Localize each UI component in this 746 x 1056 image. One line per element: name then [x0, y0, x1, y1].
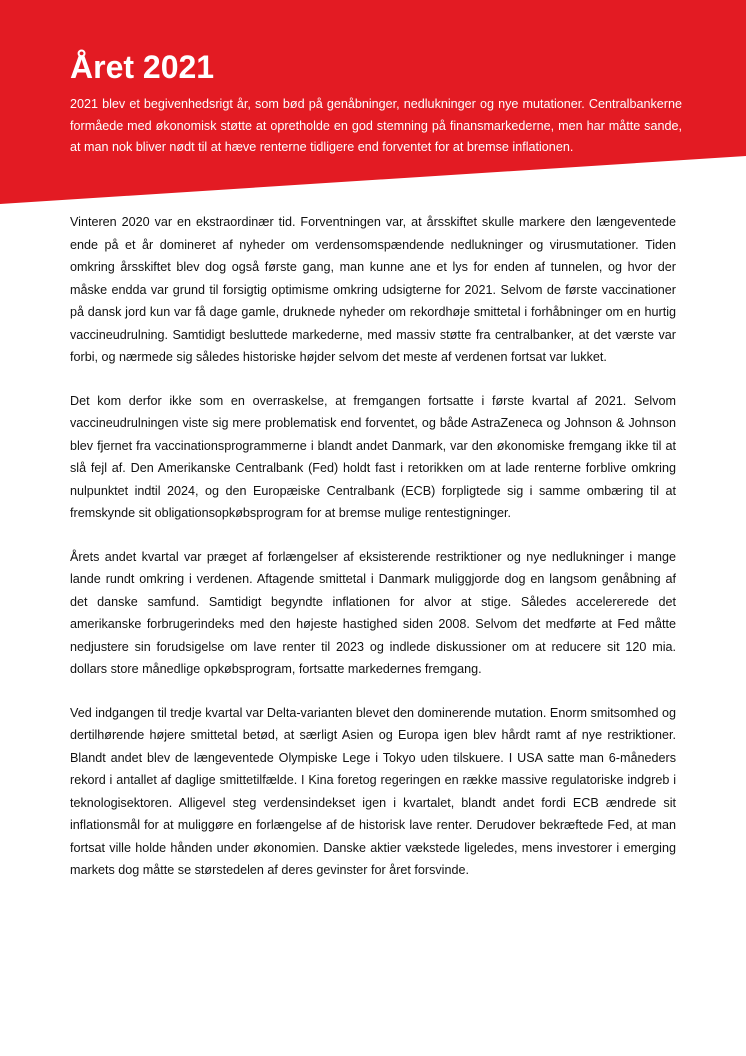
intro-text: 2021 blev et begivenhedsrigt år, som bød på genåbninger, nedlukninger og nye mutationer. Centralbankerne formåede med økonomisk støtte at opretholde en god stemning på finansmarkederne, men har måtte sande, at man nok bliver nødt til at hæve renterne tidligere end forventet for at bremse inflationen. — [70, 97, 682, 154]
article-body — [70, 211, 676, 903]
paragraph-q1: Det kom derfor ikke som en overraskelse, at fremgangen fortsatte i første kvartal af 2021. Selvom vaccineudrulningen viste sig mere problematisk end forventet, og både AstraZeneca og Johnson & Johnson blev fjernet fra vaccinationsprogrammerne i blandt andet Danmark, var den økonomiske fremgang ikke til at slå fejl af. Den Amerikanske Centralbank (Fed) holdt fast i retorikken om at lade renterne forblive omkring nulpunktet indtil 2024, og den Europæiske Centralbank (ECB) forpligtede sig i samme ombæring til at fremskynde sit obligationsopkøbsprogram for at bremse mulige rentestigninger. — [70, 393, 676, 520]
paragraph-q2: Årets andet kvartal var præget af forlængelser af eksisterende restriktioner og nye nedlukninger i mange lande rundt omkring i verdenen. Aftagende smittetal i Danmark muliggjorde dog en langsom genåbning af det danske samfund. Samtidigt begyndte inflationen for alvor at stige. Således accelererede det amerikanske forbrugerindeks med den højeste hastighed siden 2008. Selvom det medførte at Fed måtte nedjustere sin forudsigelse om lave renter til 2023 og indlede diskussioner om at reducere sit 120 mia. dollars store månedlige opkøbsprogram, fortsatte markedernes fremgang. — [70, 549, 676, 676]
page-title: Året 2021 — [70, 49, 215, 85]
paragraph-q4-2020: Vinteren 2020 var en ekstraordinær tid. Forventningen var, at årsskiftet skulle markere den længeventede ende på et år domineret af nyheder om verdensomspændende nedlukninger og virusmutationer. Tiden omkring årsskiftet blev dog også første gang, man kunne ane et lys for enden af tunnelen, og hvor der måske endda var grund til forsigtig optimisme omkring udsigterne for 2021. Selvom de første vaccinationer på dansk jord kun var få dage gamle, druknede nyheder om rekordhøje smittetal i forhåbninger om en hurtig vaccineudrulning. Samtidigt besluttede markederne, med massiv støtte fra centralbanker, at det værste var forbi, og nærmede sig således historiske højder selvom det meste af verdenen fortsat var lukket. — [70, 215, 676, 364]
paragraph-q3: Ved indgangen til tredje kvartal var Delta-varianten blevet den dominerende mutation. Enorm smitsomhed og dertilhørende højere smittetal betød, at særligt Asien og Europa igen blev hårdt ramt af nye restriktioner. Blandt andet blev de længeventede Olympiske Lege i Tokyo uden tilskuere. I USA satte man 6-måneders rekord i antallet af daglige smittetilfælde. I Kina foretog regeringen en række massive regulatoriske indgreb i teknologisektoren. Alligevel steg verdensindekset igen i kvartalet, blandt andet fordi ECB ændrede sit inflationsmål for at muliggøre en forlængelse af de historisk lave renter. Derudover bekræftede Fed, at man fortsat ville holde hånden under økonomien. Danske aktier vækstede ligeledes, mens investorer i emerging markets dog måtte se størstedelen af deres gevinster for året forsvinde. — [70, 705, 676, 877]
